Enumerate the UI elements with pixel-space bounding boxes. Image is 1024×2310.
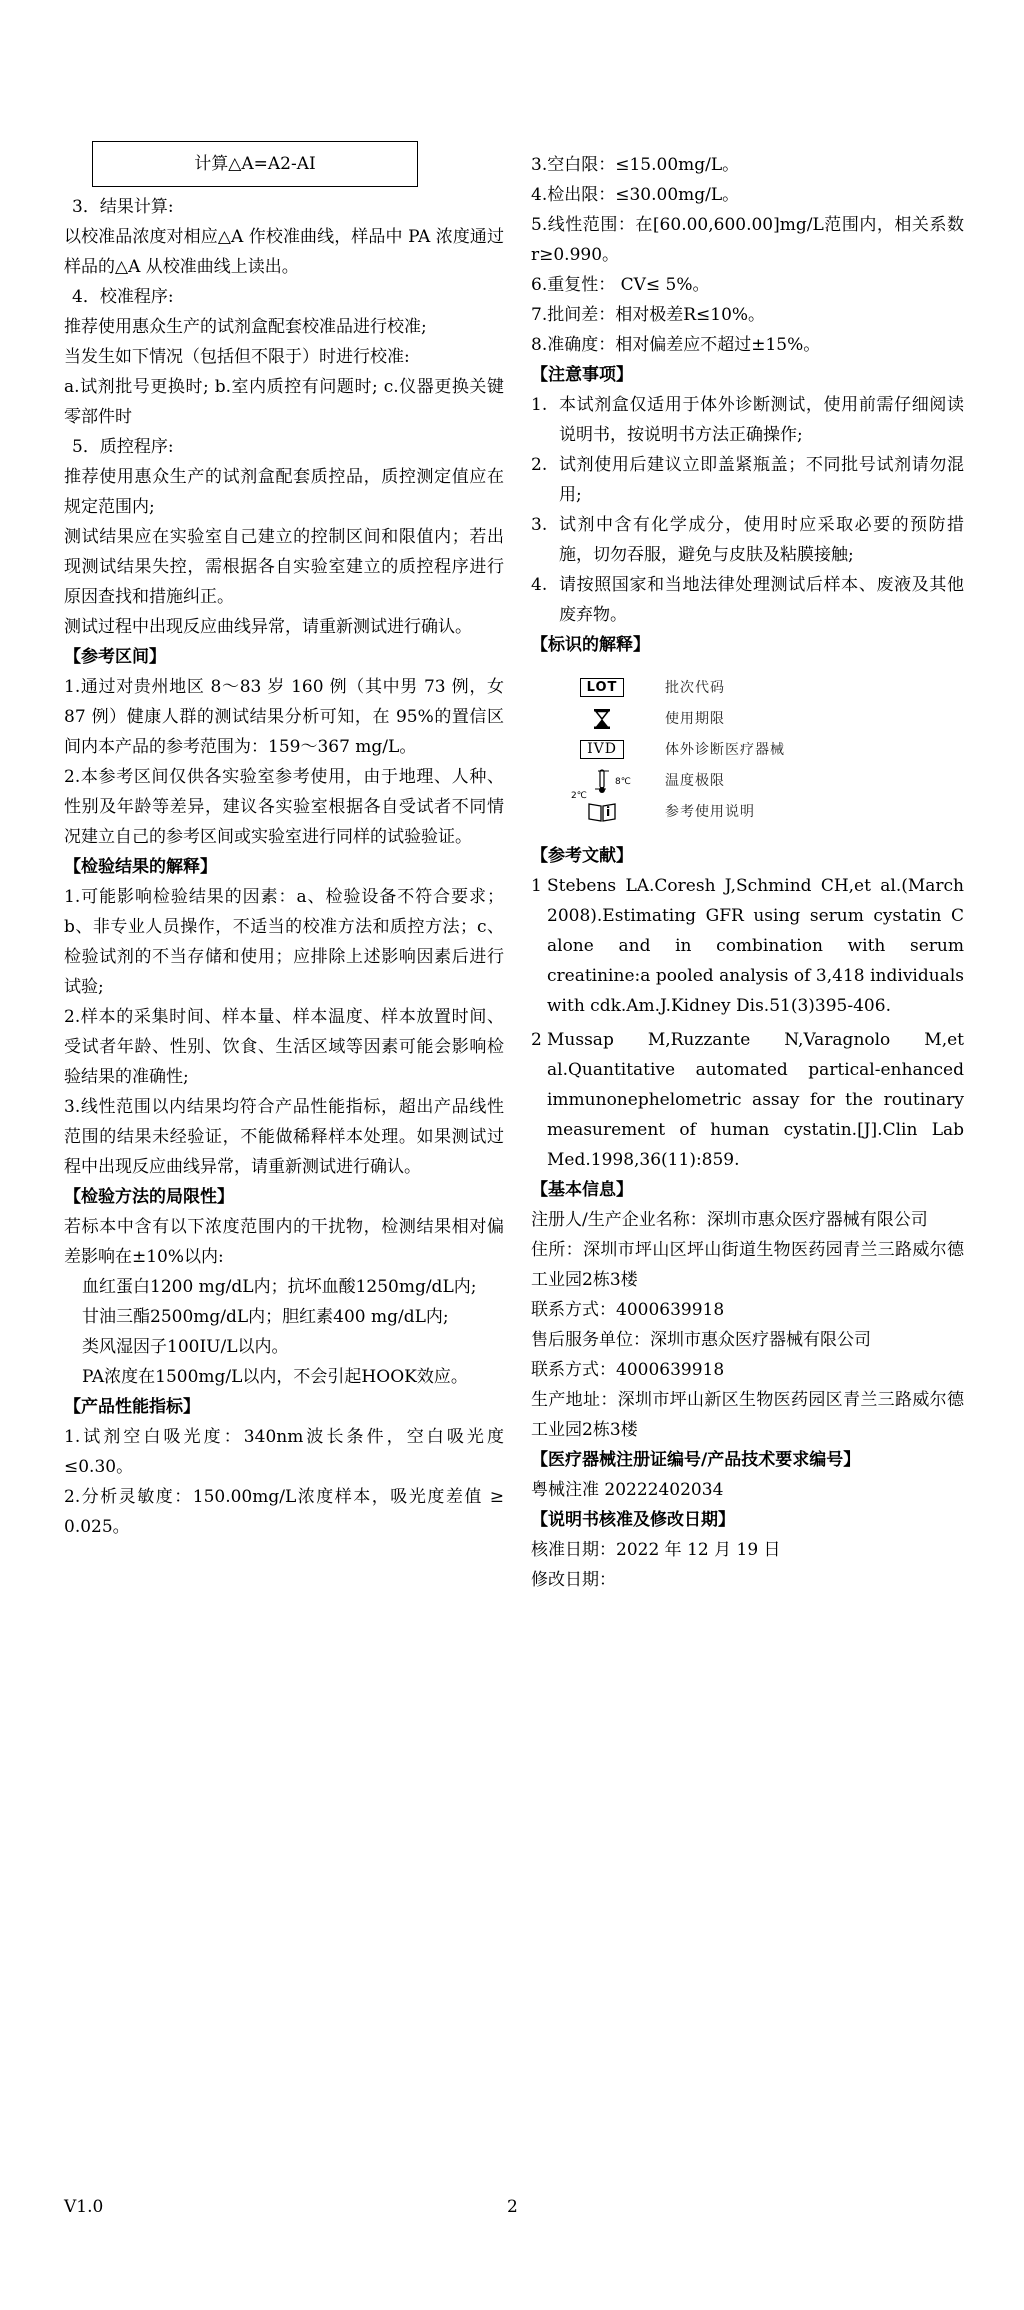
symbol-row-expiry [567, 703, 964, 734]
perf-item: 6.重复性： CV≤ 5%。 [531, 275, 710, 295]
notes-item-text: 请按照国家和当地法律处理测试后样本、废液及其他废弃物。 [559, 575, 964, 625]
notes-item-text: 本试剂盒仅适用于体外诊断测试，使用前需仔细阅读说明书，按说明书方法正确操作; [559, 395, 964, 445]
temp-low-label: 2℃ [571, 790, 587, 801]
limit-item: 甘油三酯2500mg/dL内；胆红素400 mg/dL内; [82, 1307, 449, 1327]
perf-item: 5.线性范围：在[60.00,600.00]mg/L范围内，相关系数r≥0.990。 [531, 215, 964, 265]
refs-heading: 【 参考文献 】 [531, 841, 964, 871]
hourglass-icon [592, 708, 612, 730]
formula-box: 计算△A=A2-AI [92, 141, 418, 187]
version-label: V1.0 [64, 2197, 104, 2217]
basic-info-line: 售后服务单位：深圳市惠众医疗器械有限公司 [531, 1330, 871, 1350]
right-column [531, 150, 964, 1595]
basic-info-line: 生产地址：深圳市坪山新区生物医药园区青兰三路威尔德工业园2栋3楼 [531, 1390, 964, 1440]
calc-text: 以校准品浓度对相应△A 作校准曲线，样品中 PA 浓度通过样品的△A 从校准曲线上读出。 [64, 227, 504, 277]
symbol-row-temp [567, 765, 964, 801]
temp-high-label: 8℃ [615, 776, 631, 787]
calib-p2: 当发生如下情况（包括但不限于）时进行校准: [64, 347, 410, 367]
interp-p1: 1.可能影响检验结果的因素：a、检验设备不符合要求；b、非专业人员操作，不适当的校准方法和质控方法；c、检验试剂的不当存储和使用；应排除上述影响因素后进行试验; [64, 887, 504, 997]
calib-heading: 4．校准程序: [72, 287, 174, 307]
interp-p2: 2.样本的采集时间、样本量、样本温度、样本放置时间、受试者年龄、性别、饮食、生活区域等因素可能会影响检验结果的准确性; [64, 1007, 504, 1087]
limit-item: PA浓度在1500mg/L以内，不会引起HOOK效应。 [82, 1367, 468, 1387]
qc-p3: 测试过程中出现反应曲线异常，请重新测试进行确认。 [64, 617, 472, 637]
calib-p3: a.试剂批号更换时; b.室内质控有问题时; c.仪器更换关键零部件时 [64, 377, 504, 427]
ivd-label: 体外诊断医疗器械 [665, 741, 785, 758]
reference-number: 2 [531, 1030, 542, 1050]
calc-heading: 3．结果计算: [72, 197, 174, 217]
limit-p1: 若标本中含有以下浓度范围内的干扰物，检测结果相对偏差影响在±10%以内: [64, 1217, 504, 1267]
manual-label: 参考使用说明 [665, 803, 755, 820]
perf-heading: 【 产品性能指标 】 [64, 1392, 504, 1422]
symbol-row-manual [567, 796, 964, 827]
basic-info-line: 联系方式：4000639918 [531, 1300, 725, 1320]
basic-info-line: 住所：深圳市坪山区坪山街道生物医药园青兰三路威尔德工业园2栋3楼 [531, 1240, 964, 1290]
notes-item-number: 3. [531, 515, 548, 535]
perf-item: 4.检出限：≤30.00mg/L。 [531, 185, 740, 205]
qc-p1: 推荐使用惠众生产的试剂盒配套质控品，质控测定值应在规定范围内; [64, 467, 504, 517]
basic-info-line: 注册人/生产企业名称：深圳市惠众医疗器械有限公司 [531, 1210, 928, 1230]
notes-item [531, 510, 964, 570]
interp-p3: 3.线性范围以内结果均符合产品性能指标，超出产品线性范围的结果未经验证，不能做稀释样本处理。如果测试过程中出现反应曲线异常，请重新测试进行确认。 [64, 1097, 504, 1177]
perf-item: 1.试剂空白吸光度：340nm波长条件，空白吸光度 ≤0.30。 [64, 1427, 504, 1477]
interp-heading: 【 检验结果的解释 】 [64, 852, 504, 882]
symbol-row-lot [567, 672, 964, 703]
notes-item-number: 1. [531, 395, 548, 415]
symbols-table [567, 672, 964, 827]
thermometer-icon [592, 767, 612, 795]
perf-item: 3.空白限：≤15.00mg/L。 [531, 155, 740, 175]
notes-item-number: 4. [531, 575, 548, 595]
page-number: 2 [507, 2197, 518, 2217]
notes-item-text: 试剂使用后建议立即盖紧瓶盖；不同批号试剂请勿混用; [559, 455, 964, 505]
ivd-icon: IVD [580, 740, 624, 759]
lot-label: 批次代码 [665, 679, 725, 696]
ref-interval-p1: 1.通过对贵州地区 8～83 岁 160 例（其中男 73 例，女 87 例）健康人群的测试结果分析可知，在 95%的置信区间内本产品的参考范围为：159～367 mg/L。 [64, 677, 504, 757]
basic-info-heading: 【 基本信息 】 [531, 1175, 964, 1205]
notes-item [531, 570, 964, 630]
notes-item-text: 试剂中含有化学成分，使用时应采取必要的预防措施，切勿吞服，避免与皮肤及粘膜接触; [559, 515, 964, 565]
perf-item: 8.准确度：相对偏差应不超过±15%。 [531, 335, 821, 355]
notes-heading: 【 注意事项 】 [531, 360, 964, 390]
notes-item [531, 450, 964, 510]
ref-interval-p2: 2.本参考区间仅供各实验室参考使用，由于地理、人种、性别及年龄等差异，建议各实验室根据各自受试者不同情况建立自己的参考区间或实验室进行同样的试验验证。 [64, 767, 504, 847]
reference-item [531, 1025, 964, 1175]
symbols-heading: 【 标识的解释 】 [531, 630, 964, 660]
limit-heading: 【 检验方法的局限性 】 [64, 1182, 504, 1212]
perf-item: 2.分析灵敏度：150.00mg/L浓度样本，吸光度差值 ≥ 0.025。 [64, 1487, 504, 1537]
qc-heading: 5．质控程序: [72, 437, 174, 457]
reference-item [531, 871, 964, 1021]
reference-number: 1 [531, 876, 542, 896]
notes-item-number: 2. [531, 455, 548, 475]
limit-item: 血红蛋白1200 mg/dL内；抗坏血酸1250mg/dL内; [82, 1277, 477, 1297]
perf-item: 7.批间差：相对极差R≤10%。 [531, 305, 766, 325]
left-column [64, 192, 504, 1542]
ref-interval-heading: 【 参考区间 】 [64, 642, 504, 672]
symbol-row-ivd [567, 734, 964, 765]
expiry-label: 使用期限 [665, 710, 725, 727]
registration-number: 粤械注准 20222402034 [531, 1480, 724, 1500]
limit-item: 类风湿因子100IU/L以内。 [82, 1337, 289, 1357]
qc-p2: 测试结果应在实验室自己建立的控制区间和限值内；若出现测试结果失控，需根据各自实验室建立的质控程序进行原因查找和措施纠正。 [64, 527, 504, 607]
revision-date: 修改日期： [531, 1570, 616, 1590]
registration-heading: 【 医疗器械注册证编号/产品技术要求编号 】 [531, 1445, 964, 1475]
calib-p1: 推荐使用惠众生产的试剂盒配套校准品进行校准; [64, 317, 427, 337]
instructions-book-icon [587, 801, 617, 823]
notes-item [531, 390, 964, 450]
reference-text: Stebens LA.Coresh J,Schmind CH,et al.(March 2008).Estimating GFR using serum cystatin C alone and in combination with serum creatinine:a pooled analysis of 3,418 individuals with cdk.Am.J.Kidney Dis.51(3)395-406. [547, 876, 964, 1016]
reference-text: Mussap M,Ruzzante N,Varagnolo M,et al.Quantitative automated partical-enhanced immunonephelometric assay for the routinary measurement of human cystatin.[J].Clin Lab Med.1998,36(11):859. [547, 1030, 964, 1170]
basic-info-line: 联系方式：4000639918 [531, 1360, 725, 1380]
date-heading: 【 说明书核准及修改日期 】 [531, 1505, 964, 1535]
lot-icon: LOT [580, 678, 625, 697]
approval-date: 核准日期：2022 年 12 月 19 日 [531, 1540, 781, 1560]
temp-label: 温度极限 [665, 772, 725, 789]
